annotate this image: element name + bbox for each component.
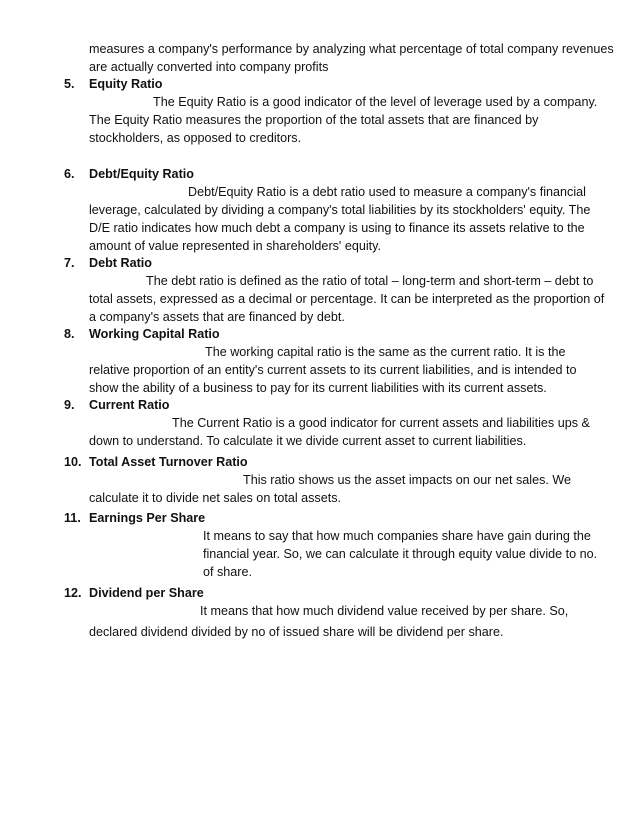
list-number: 5. xyxy=(64,77,75,91)
body-line: declared dividend divided by no of issued share will be dividend per share. xyxy=(89,625,504,639)
body-line: It means that how much dividend value received by per share. So, xyxy=(200,604,569,618)
body-line: relative proportion of an entity's current assets to its current liabilities, and is intended to xyxy=(89,363,577,377)
list-number: 6. xyxy=(64,167,75,181)
body-line: leverage, calculated by dividing a company's total liabilities by its stockholders' equity. The xyxy=(89,203,591,217)
body-line: D/E ratio indicates how much debt a company is using to finance its assets relative to the xyxy=(89,221,585,235)
section-heading: Working Capital Ratio xyxy=(89,327,220,341)
body-line: The Equity Ratio measures the proportion of the total assets that are financed by xyxy=(89,113,539,127)
section-heading: Equity Ratio xyxy=(89,77,163,91)
section-heading: Debt/Equity Ratio xyxy=(89,167,194,181)
body-line: The Equity Ratio is a good indicator of the level of leverage used by a company. xyxy=(153,95,598,109)
list-number: 9. xyxy=(64,398,75,412)
body-line: The Current Ratio is a good indicator for current assets and liabilities ups & xyxy=(172,416,590,430)
body-line: amount of value represented in shareholders' equity. xyxy=(89,239,382,253)
body-line: The working capital ratio is the same as the current ratio. It is the xyxy=(205,345,566,359)
section-heading: Debt Ratio xyxy=(89,256,152,270)
body-line: The debt ratio is defined as the ratio of total – long-term and short-term – debt to xyxy=(146,274,594,288)
body-line: financial year. So, we can calculate it through equity value divide to no. xyxy=(203,547,598,561)
body-line: calculate it to divide net sales on total assets. xyxy=(89,491,342,505)
body-line: down to understand. To calculate it we divide current asset to current liabilities. xyxy=(89,434,527,448)
list-number: 10. xyxy=(64,455,82,469)
list-number: 8. xyxy=(64,327,75,341)
body-line: It means to say that how much companies share have gain during the xyxy=(203,529,591,543)
body-line: total assets, expressed as a decimal or percentage. It can be interpreted as the proportion of xyxy=(89,292,605,306)
list-number: 12. xyxy=(64,586,82,600)
body-line: are actually converted into company profits xyxy=(89,60,329,74)
list-number: 11. xyxy=(64,511,81,525)
section-heading: Total Asset Turnover Ratio xyxy=(89,455,248,469)
section-heading: Dividend per Share xyxy=(89,586,204,600)
section-heading: Current Ratio xyxy=(89,398,170,412)
body-line: a company's assets that are financed by debt. xyxy=(89,310,345,324)
body-line: measures a company's performance by analyzing what percentage of total company revenues xyxy=(89,42,614,56)
body-line: This ratio shows us the asset impacts on our net sales. We xyxy=(243,473,572,487)
body-line: stockholders, as opposed to creditors. xyxy=(89,131,302,145)
body-line: show the ability of a business to pay for its current liabilities with its current assets. xyxy=(89,381,547,395)
body-line: of share. xyxy=(203,565,253,579)
section-heading: Earnings Per Share xyxy=(89,511,206,525)
list-number: 7. xyxy=(64,256,75,270)
body-line: Debt/Equity Ratio is a debt ratio used to measure a company's financial xyxy=(188,185,586,199)
